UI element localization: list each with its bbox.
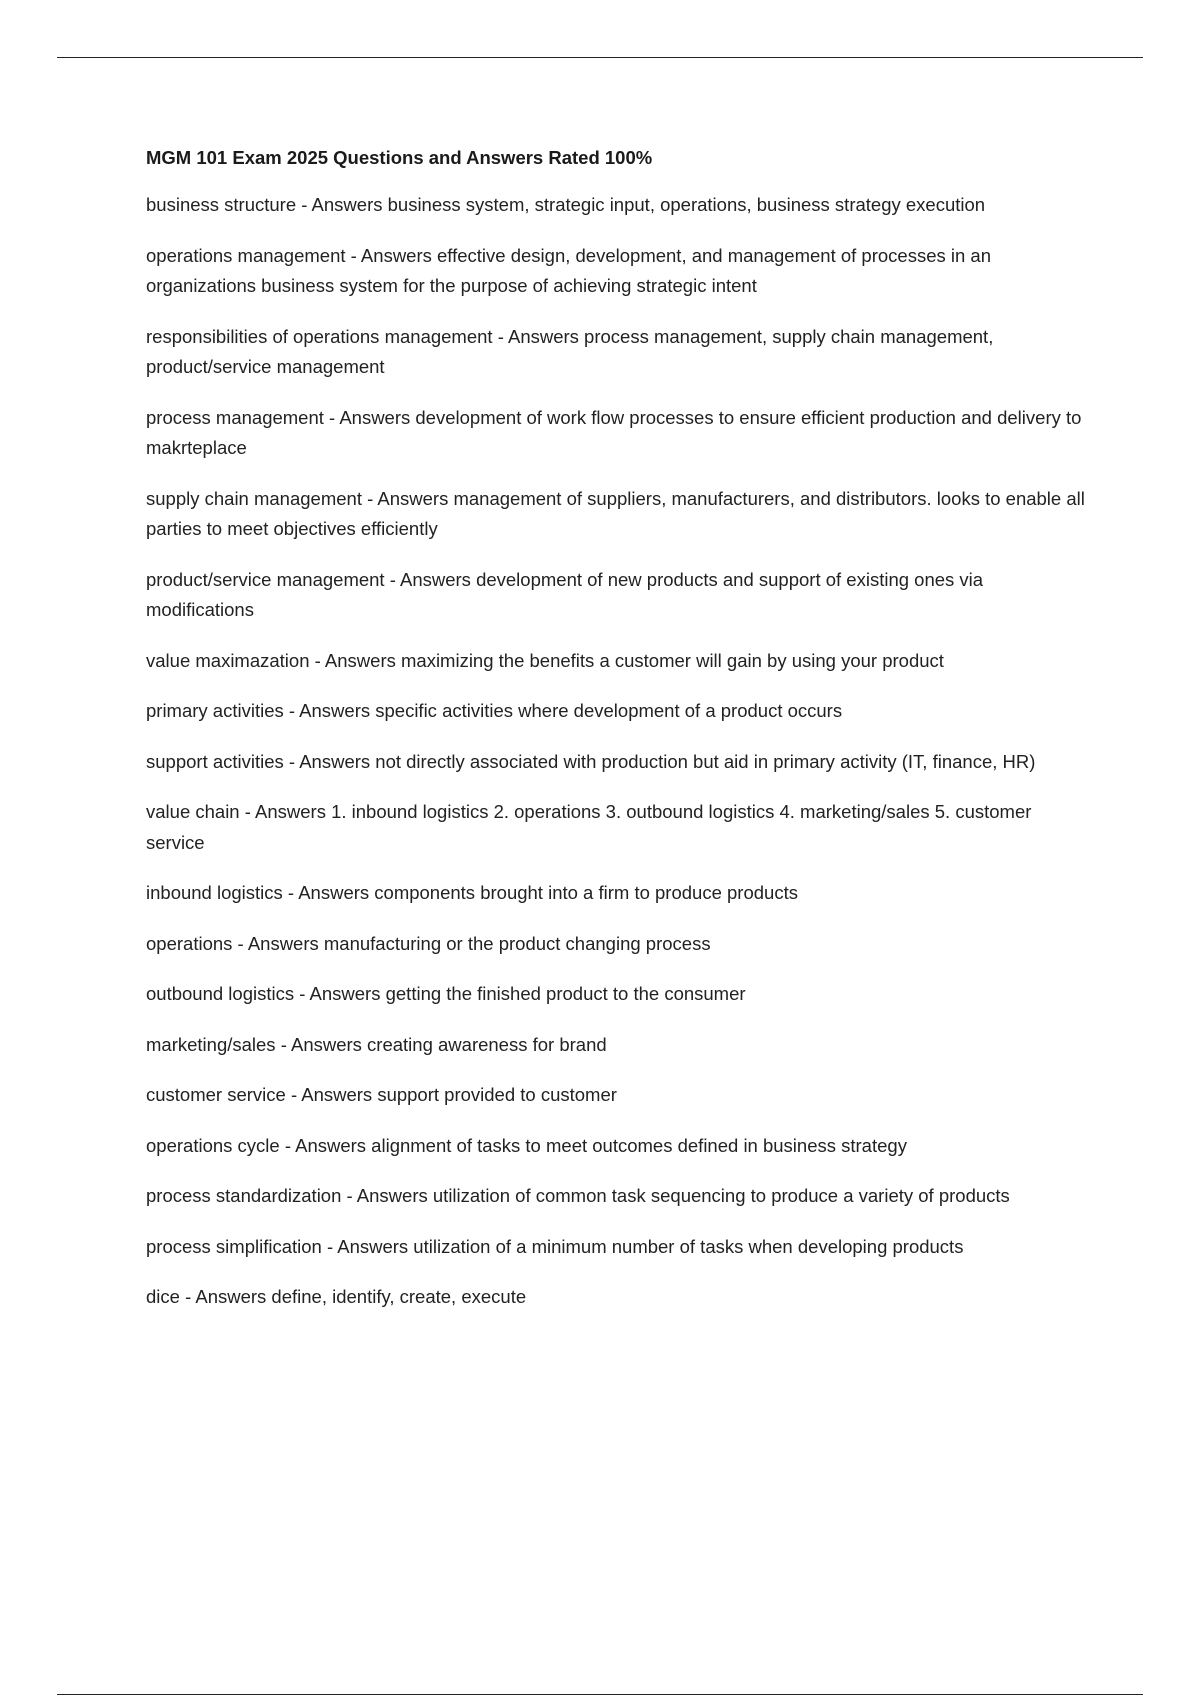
qa-entry: product/service management - Answers development of new products and support of existing ones via modifications [146,568,984,620]
qa-list [146,190,1086,1313]
qa-entry: business structure - Answers business system, strategic input, operations, business strategy execution [146,194,986,215]
header-rule [57,57,1143,58]
qa-entry: customer service - Answers support provided to customer [146,1084,617,1105]
qa-entry: value chain - Answers 1. inbound logistics 2. operations 3. outbound logistics 4. marketing/sales 5. customer service [146,801,1032,853]
qa-entry: process standardization - Answers utilization of common task sequencing to produce a variety of products [146,1185,1010,1206]
qa-entry: outbound logistics - Answers getting the finished product to the consumer [146,983,746,1004]
qa-entry: inbound logistics - Answers components brought into a firm to produce products [146,882,798,903]
qa-entry: operations - Answers manufacturing or the product changing process [146,932,711,954]
qa-entry: primary activities - Answers specific activities where development of a product occurs [146,700,843,721]
qa-entry: operations cycle - Answers alignment of tasks to meet outcomes defined in business strategy [146,1134,907,1156]
qa-entry: operations management - Answers effective design, development, and management of processes in an organizations business system for the purpose of achieving strategic intent [146,244,991,296]
document-title: MGM 101 Exam 2025 Questions and Answers Rated 100% [146,147,653,168]
qa-entry: value maximazation - Answers maximizing the benefits a customer will gain by using your product [146,649,944,671]
qa-entry: dice - Answers define, identify, create, execute [146,1286,527,1307]
footer-rule [57,1694,1143,1695]
qa-entry: support activities - Answers not directly associated with production but aid in primary activity (IT, finance, HR) [146,750,1036,772]
qa-entry: responsibilities of operations management - Answers process management, supply chain management, product/service management [146,325,994,377]
qa-entry: process management - Answers development of work flow processes to ensure efficient production and delivery to makrteplace [146,406,1082,458]
qa-entry: marketing/sales - Answers creating awareness for brand [146,1033,607,1055]
document-body [146,143,1086,1333]
qa-entry: process simplification - Answers utilization of a minimum number of tasks when developing products [146,1235,964,1257]
qa-entry: supply chain management - Answers management of suppliers, manufacturers, and distributors. looks to enable all parties to meet objectives efficiently [146,487,1085,539]
